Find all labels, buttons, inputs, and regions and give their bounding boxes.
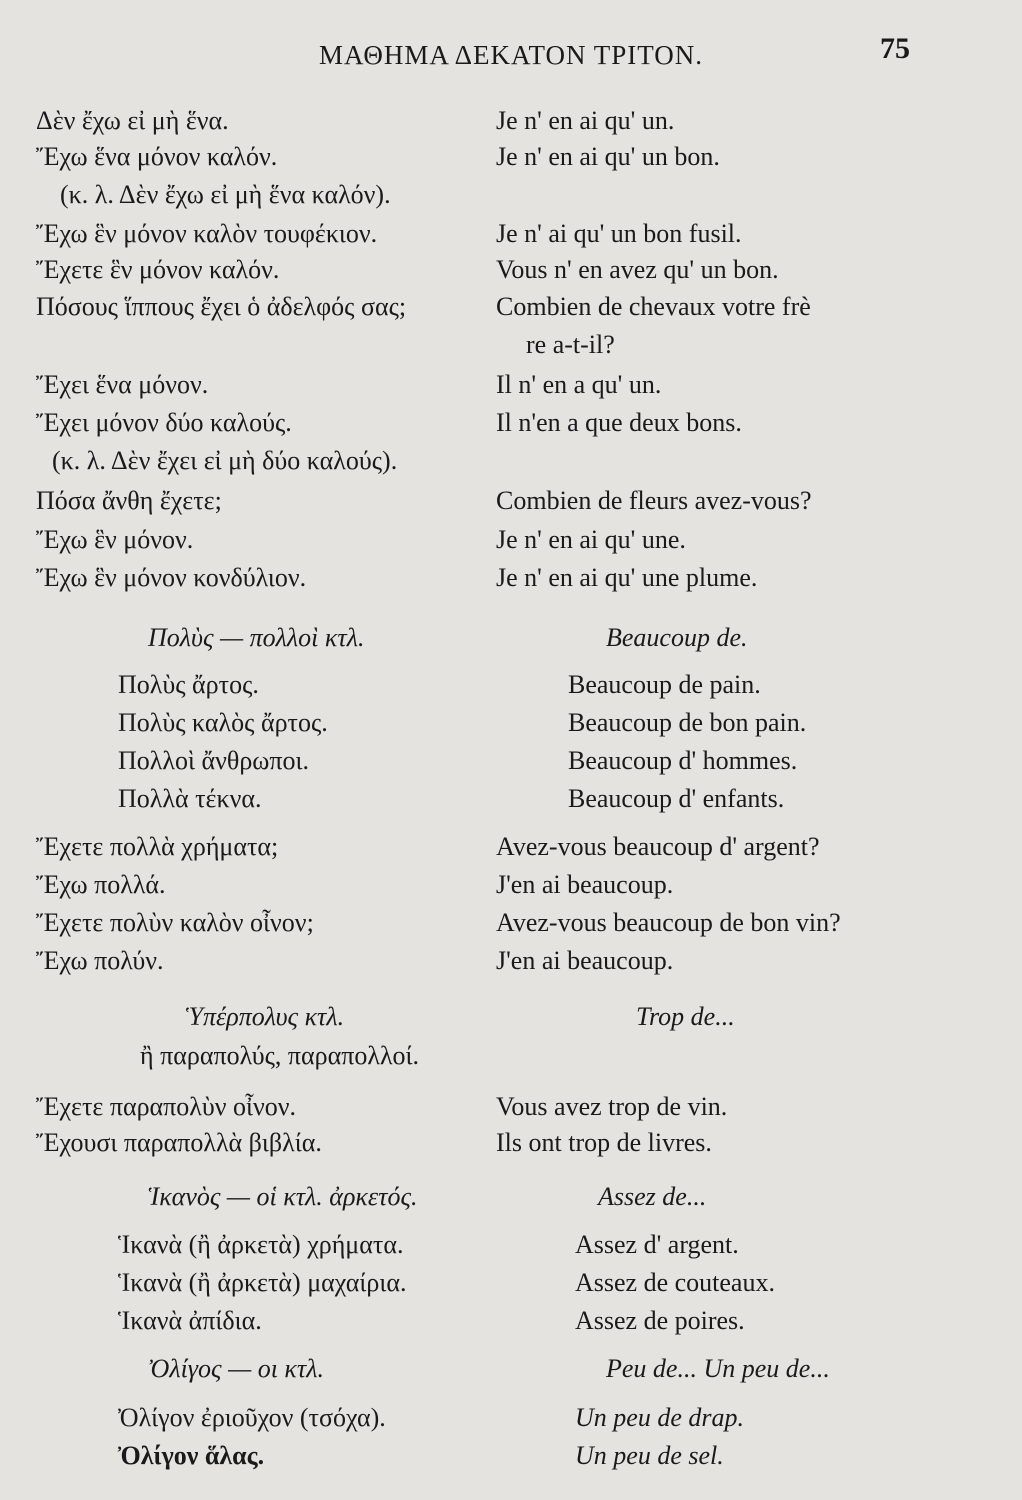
french-line: re a-t-il? [526, 330, 615, 359]
greek-line: Ἔχω ἓν μόνον. [36, 525, 194, 554]
french-line: Il n' en a qu' un. [496, 370, 662, 399]
french-line: Assez d' argent. [575, 1230, 739, 1259]
french-line: Combien de chevaux votre frè [496, 292, 811, 321]
greek-line: Πολὺς ἄρτος. [118, 670, 259, 699]
french-line: Vous avez trop de vin. [496, 1092, 728, 1121]
french-line: Je n' en ai qu' une. [496, 525, 686, 554]
section-heading-french: Assez de... [598, 1182, 707, 1211]
greek-line: Ἔχετε πολὺν καλὸν οἶνον; [36, 908, 314, 937]
french-line: Je n' en ai qu' une plume. [496, 563, 758, 592]
greek-line: (κ. λ. Δὲν ἔχει εἰ μὴ δύο καλούς). [52, 446, 398, 475]
greek-line: Ἔχω ἓν μόνον κονδύλιον. [36, 563, 307, 592]
greek-line: Ἱκανὰ (ἢ ἀρκετὰ) μαχαίρια. [118, 1268, 407, 1297]
section-heading-greek: Πολὺς — πολλοὶ κτλ. [148, 623, 365, 652]
section-heading-greek: Ὑπέρπολυς κτλ. [186, 1002, 345, 1031]
section-heading-french: Peu de... Un peu de... [606, 1354, 830, 1383]
french-line: Beaucoup d' enfants. [568, 784, 785, 813]
section-heading-french: Beaucoup de. [606, 623, 748, 652]
greek-line: Ἱκανὰ (ἢ ἀρκετὰ) χρήματα. [118, 1230, 404, 1259]
greek-line: Ἱκανὰ ἀπίδια. [118, 1306, 262, 1335]
french-line: Assez de couteaux. [575, 1268, 775, 1297]
french-line: Avez-vous beaucoup de bon vin? [496, 908, 841, 937]
section-subheading-greek: ἢ παραπολύς, παραπολλοί. [140, 1041, 420, 1070]
greek-line: Ἔχουσι παραπολλὰ βιβλία. [36, 1128, 322, 1157]
page-number: 75 [880, 32, 910, 65]
french-line: Avez-vous beaucoup d' argent? [496, 832, 820, 861]
french-line: Un peu de sel. [575, 1441, 724, 1470]
greek-line: Ἔχω πολύν. [36, 946, 164, 975]
french-line: Vous n' en avez qu' un bon. [496, 255, 779, 284]
greek-line: Πολλὰ τέκνα. [118, 784, 262, 813]
greek-line: Ἔχετε παραπολὺν οἶνον. [36, 1092, 297, 1121]
french-line: Je n' ai qu' un bon fusil. [496, 219, 742, 248]
french-line: J'en ai beaucoup. [496, 946, 674, 975]
greek-line: Πολλοὶ ἄνθρωποι. [118, 746, 310, 775]
greek-line: Πόσα ἄνθη ἔχετε; [36, 486, 222, 515]
greek-line: Πολὺς καλὸς ἄρτος. [118, 708, 328, 737]
greek-line: Ἔχω ἓν μόνον καλὸν τουφέκιον. [36, 219, 378, 248]
french-line: J'en ai beaucoup. [496, 870, 674, 899]
chapter-title: ΜΑΘΗΜΑ ΔΕΚΑΤΟΝ ΤΡΙΤΟΝ. [318, 40, 704, 70]
greek-line: Δὲν ἔχω εἰ μὴ ἕνα. [36, 106, 229, 135]
french-line: Beaucoup de pain. [568, 670, 761, 699]
greek-line: Ἔχει μόνον δύο καλούς. [36, 408, 292, 437]
french-line: Je n' en ai qu' un. [496, 106, 675, 135]
greek-line: Ἔχετε πολλὰ χρήματα; [36, 832, 279, 861]
greek-line: (κ. λ. Δὲν ἔχω εἰ μὴ ἕνα καλόν). [60, 180, 391, 209]
french-line: Il n'en a que deux bons. [496, 408, 742, 437]
french-line: Beaucoup d' hommes. [568, 746, 798, 775]
greek-line: Πόσους ἵππους ἔχει ὁ ἀδελφός σας; [36, 292, 407, 321]
greek-line: Ἔχει ἕνα μόνον. [36, 370, 209, 399]
section-heading-greek: Ὀλίγος — οι κτλ. [148, 1354, 324, 1383]
french-line: Je n' en ai qu' un bon. [496, 142, 720, 171]
french-line: Beaucoup de bon pain. [568, 708, 807, 737]
section-heading-french: Trop de... [636, 1002, 735, 1031]
greek-line: Ἔχω ἕνα μόνον καλόν. [36, 142, 278, 171]
french-line: Un peu de drap. [575, 1403, 744, 1432]
greek-line: Ἔχω πολλά. [36, 870, 166, 899]
greek-line: Ὀλίγον ἅλας. [118, 1441, 265, 1470]
french-line: Assez de poires. [575, 1306, 745, 1335]
french-line: Combien de fleurs avez-vous? [496, 486, 812, 515]
section-heading-greek: Ἱκανὸς — οἱ κτλ. ἀρκετός. [148, 1182, 418, 1211]
french-line: Ils ont trop de livres. [496, 1128, 712, 1157]
greek-line: Ἔχετε ἓν μόνον καλόν. [36, 255, 280, 284]
greek-line: Ὀλίγον ἐριοῦχον (τσόχα). [118, 1403, 386, 1432]
